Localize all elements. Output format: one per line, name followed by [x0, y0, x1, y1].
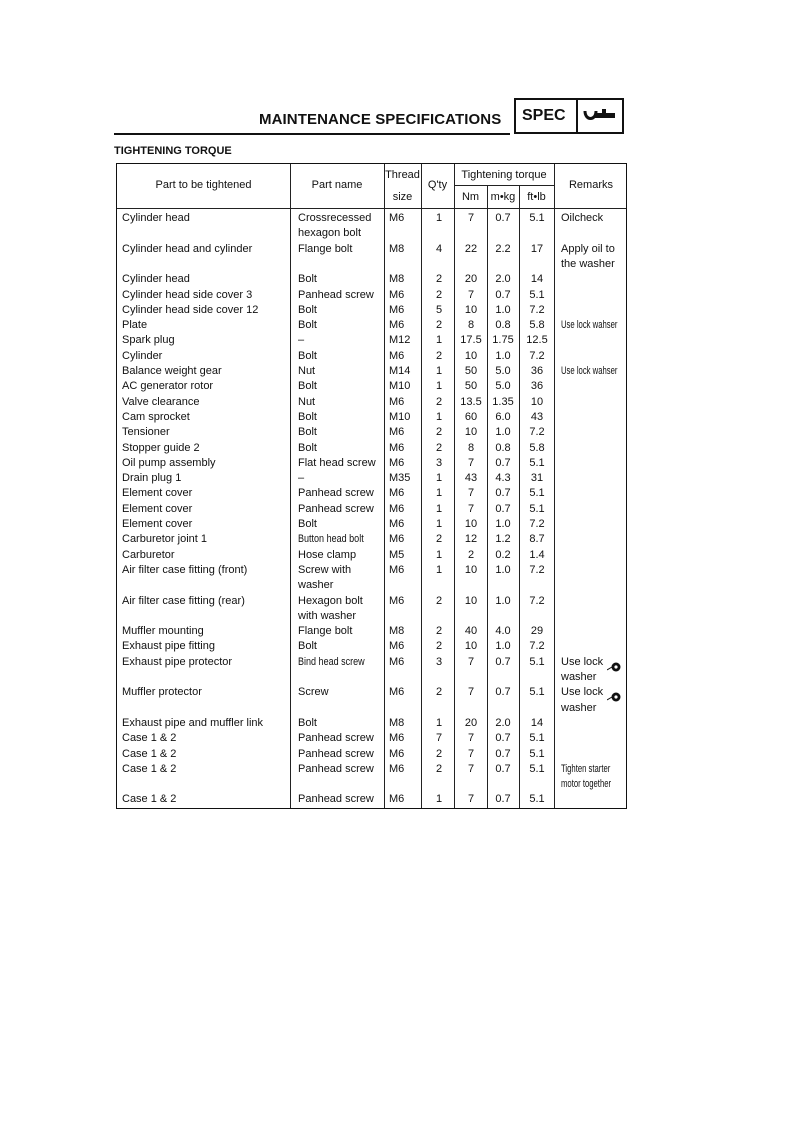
section-title: TIGHTENING TORQUE — [114, 145, 232, 157]
cell-part-name: Flange bolt — [298, 625, 353, 638]
cell-mkg: 0.7 — [495, 655, 511, 668]
table-row — [117, 685, 626, 700]
table-row — [117, 624, 626, 639]
cell-part: Element cover — [122, 487, 193, 500]
cell-part-name: Bolt — [298, 273, 317, 286]
cell-thread: M8 — [389, 625, 405, 638]
table-row — [117, 303, 626, 318]
cell-thread: M6 — [389, 319, 405, 332]
cell-qty: 1 — [435, 212, 443, 224]
cell-ftlb: 5.1 — [529, 793, 545, 806]
cell-ftlb: 36 — [530, 380, 544, 393]
cell-nm: 10 — [464, 518, 478, 530]
cell-nm: 7 — [467, 762, 475, 775]
cell-part-name: Bolt — [298, 716, 317, 729]
cell-ftlb: 31 — [530, 472, 544, 485]
cell-qty: 2 — [435, 594, 443, 607]
cell-ftlb: 5.1 — [529, 762, 545, 775]
cell-nm: 10 — [464, 640, 478, 653]
cell-mkg: 0.7 — [495, 732, 511, 745]
cell-part: Cylinder head — [122, 273, 190, 286]
cell-qty: 1 — [435, 334, 443, 347]
cell-thread: M6 — [389, 640, 405, 653]
cell-mkg: 0.7 — [495, 762, 511, 775]
cell-thread: M6 — [389, 594, 405, 607]
cell-thread: M8 — [389, 242, 405, 255]
table-row-continuation — [117, 578, 626, 593]
cell-ftlb: 5.1 — [529, 502, 545, 515]
cell-ftlb: 7.2 — [529, 640, 545, 653]
cell-part: Spark plug — [122, 334, 175, 347]
header-thread: Thread — [385, 169, 420, 181]
cell-part: Drain plug 1 — [122, 472, 182, 485]
table-row — [117, 425, 626, 440]
cell-nm: 13.5 — [460, 395, 482, 408]
cell-thread: M6 — [389, 793, 405, 806]
cell-part: Cylinder head side cover 12 — [122, 303, 259, 316]
cell-mkg: 2.0 — [495, 273, 511, 286]
cell-qty: 1 — [435, 365, 443, 377]
header-nm: Nm — [461, 191, 480, 203]
cell-ftlb: 43 — [530, 410, 544, 423]
cell-qty: 1 — [435, 518, 443, 530]
cell-nm: 2 — [467, 548, 475, 561]
cell-ftlb: 5.1 — [529, 456, 545, 469]
cell-remarks-line2: washer — [561, 671, 597, 683]
cell-nm: 12 — [464, 533, 478, 546]
header-rule — [114, 133, 510, 135]
table-row — [117, 502, 626, 517]
cell-nm: 7 — [467, 793, 475, 806]
torque-wrench-icon — [582, 107, 620, 125]
cell-part-name: Screw — [298, 686, 329, 699]
cell-qty: 1 — [435, 563, 443, 576]
cell-thread: M10 — [389, 410, 411, 423]
cell-part-name: Panhead screw — [298, 732, 374, 745]
cell-part: Case 1 & 2 — [122, 793, 177, 806]
cell-mkg: 2.0 — [495, 716, 511, 729]
cell-mkg: 0.7 — [495, 212, 511, 224]
cell-nm: 10 — [464, 563, 478, 576]
cell-part: Carburetor joint 1 — [122, 533, 207, 546]
lock-washer-icon — [607, 660, 621, 674]
header-mkg: m•kg — [490, 191, 516, 203]
cell-ftlb: 14 — [530, 716, 544, 729]
table-row — [117, 364, 626, 379]
cell-nm: 7 — [467, 212, 475, 224]
table-row — [117, 532, 626, 547]
cell-qty: 2 — [435, 762, 443, 775]
cell-nm: 10 — [464, 303, 478, 316]
cell-thread: M6 — [389, 686, 405, 699]
cell-thread: M8 — [389, 716, 405, 729]
table-row-continuation — [117, 777, 626, 792]
cell-ftlb: 5.1 — [529, 212, 545, 224]
cell-part: Cylinder head side cover 3 — [122, 288, 253, 301]
cell-thread: M6 — [389, 502, 405, 515]
table-row — [117, 349, 626, 364]
cell-part-name: Bolt — [298, 303, 317, 316]
cell-part: Cylinder head — [122, 212, 190, 224]
cell-mkg: 5.0 — [495, 380, 511, 393]
cell-remarks: Tighten starter — [561, 762, 611, 775]
cell-remarks-line2: the washer — [561, 257, 615, 270]
cell-nm: 17.5 — [460, 334, 482, 347]
cell-part: Plate — [122, 319, 148, 332]
table-row-continuation — [117, 226, 626, 241]
cell-thread: M6 — [389, 732, 405, 745]
cell-part-name: Hose clamp — [298, 548, 357, 561]
cell-mkg: 1.0 — [495, 640, 511, 653]
cell-part-name: Button head bolt — [298, 533, 364, 546]
table-row — [117, 563, 626, 578]
cell-part-name: Panhead screw — [298, 793, 374, 806]
cell-qty: 1 — [435, 487, 443, 500]
cell-nm: 7 — [467, 747, 475, 760]
cell-mkg: 0.7 — [495, 288, 511, 301]
table-row — [117, 594, 626, 609]
cell-part: Oil pump assembly — [122, 456, 216, 469]
cell-qty: 2 — [435, 640, 443, 653]
table-row — [117, 456, 626, 471]
cell-thread: M5 — [389, 548, 405, 561]
spec-label: SPEC — [522, 107, 566, 124]
cell-part-name: Hexagon bolt — [298, 594, 363, 607]
cell-part-name: Crossrecessed — [298, 212, 372, 224]
cell-part: Valve clearance — [122, 395, 200, 408]
cell-nm: 7 — [467, 487, 475, 500]
cell-mkg: 1.0 — [495, 563, 511, 576]
cell-thread: M6 — [389, 762, 405, 775]
cell-ftlb: 7.2 — [529, 349, 545, 362]
cell-part-name: Bolt — [298, 380, 317, 393]
cell-remarks: Apply oil to — [561, 242, 615, 255]
cell-ftlb: 17 — [530, 242, 544, 255]
cell-nm: 22 — [464, 242, 478, 255]
cell-thread: M6 — [389, 212, 405, 224]
cell-ftlb: 7.2 — [529, 426, 545, 439]
cell-ftlb: 12.5 — [526, 334, 548, 347]
cell-qty: 2 — [435, 288, 443, 301]
cell-qty: 1 — [435, 548, 443, 561]
cell-part: Exhaust pipe protector — [122, 655, 233, 668]
cell-nm: 8 — [467, 319, 475, 332]
cell-remarks-line2: washer — [561, 701, 597, 714]
table-row — [117, 410, 626, 425]
cell-part-name: Bolt — [298, 319, 317, 332]
cell-mkg: 0.7 — [495, 456, 511, 469]
table-row — [117, 211, 626, 226]
cell-part-name: Bolt — [298, 441, 317, 454]
cell-qty: 1 — [435, 793, 443, 806]
cell-part: Tensioner — [122, 426, 170, 439]
cell-ftlb: 14 — [530, 273, 544, 286]
header-size: size — [392, 191, 413, 203]
cell-ftlb: 5.1 — [529, 686, 545, 699]
cell-qty: 2 — [435, 625, 443, 638]
cell-part-name-line2: with washer — [298, 609, 357, 622]
cell-part-name: Screw with — [298, 563, 352, 576]
spec-badge — [514, 98, 624, 134]
cell-part: Cam sprocket — [122, 410, 190, 423]
cell-nm: 7 — [467, 732, 475, 745]
cell-nm: 60 — [464, 410, 478, 423]
cell-mkg: 0.7 — [495, 502, 511, 515]
cell-qty: 5 — [435, 303, 443, 316]
cell-ftlb: 8.7 — [529, 533, 545, 546]
cell-mkg: 2.2 — [495, 242, 511, 255]
table-row-continuation — [117, 609, 626, 624]
cell-mkg: 1.0 — [495, 349, 511, 362]
cell-mkg: 1.35 — [492, 395, 514, 408]
table-row — [117, 395, 626, 410]
cell-part: Element cover — [122, 502, 193, 515]
cell-thread: M6 — [389, 303, 405, 316]
cell-remarks: Use lock wahser — [561, 365, 618, 377]
table-row — [117, 655, 626, 670]
cell-part-name: Bind head screw — [298, 655, 365, 668]
cell-part-name: – — [298, 334, 305, 347]
cell-part-name: Bolt — [298, 426, 317, 439]
cell-qty: 1 — [435, 716, 443, 729]
cell-part-name: Panhead screw — [298, 502, 374, 515]
cell-part-name: Bolt — [298, 640, 317, 653]
cell-qty: 1 — [435, 472, 443, 485]
table-row — [117, 333, 626, 348]
cell-part: Cylinder head and cylinder — [122, 242, 253, 255]
cell-part-name: Flat head screw — [298, 456, 376, 469]
cell-nm: 20 — [464, 273, 478, 286]
cell-mkg: 5.0 — [495, 365, 511, 377]
cell-part: Exhaust pipe fitting — [122, 640, 215, 653]
cell-part-name: Panhead screw — [298, 762, 374, 775]
cell-nm: 50 — [464, 380, 478, 393]
cell-nm: 10 — [464, 426, 478, 439]
cell-ftlb: 5.1 — [529, 655, 545, 668]
cell-qty: 2 — [435, 273, 443, 286]
cell-part-name: Panhead screw — [298, 487, 374, 500]
table-row — [117, 318, 626, 333]
cell-part-name-line2: hexagon bolt — [298, 227, 361, 240]
cell-qty: 3 — [435, 456, 443, 469]
table-row — [117, 272, 626, 287]
table-row — [117, 242, 626, 257]
cell-qty: 2 — [435, 349, 443, 362]
cell-part-name: Bolt — [298, 349, 317, 362]
cell-part: Element cover — [122, 518, 193, 530]
cell-ftlb: 5.1 — [529, 487, 545, 500]
cell-ftlb: 36 — [530, 365, 544, 377]
cell-part-name: – — [298, 472, 305, 485]
header-qty: Q'ty — [427, 179, 448, 191]
cell-mkg: 1.0 — [495, 426, 511, 439]
cell-mkg: 0.7 — [495, 686, 511, 699]
badge-divider — [576, 100, 578, 132]
cell-ftlb: 7.2 — [529, 594, 545, 607]
table-row — [117, 792, 626, 807]
table-row — [117, 548, 626, 563]
cell-ftlb: 5.1 — [529, 747, 545, 760]
cell-part: Exhaust pipe and muffler link — [122, 716, 264, 729]
table-row-continuation — [117, 257, 626, 272]
cell-part: Case 1 & 2 — [122, 747, 177, 760]
cell-part: Cylinder — [122, 349, 163, 362]
cell-ftlb: 5.8 — [529, 319, 545, 332]
table-row — [117, 288, 626, 303]
cell-nm: 7 — [467, 686, 475, 699]
table-row — [117, 471, 626, 486]
cell-qty: 2 — [435, 319, 443, 332]
table-row-continuation — [117, 670, 626, 685]
cell-mkg: 1.0 — [495, 303, 511, 316]
cell-qty: 7 — [435, 732, 443, 745]
cell-nm: 10 — [464, 594, 478, 607]
cell-part-name: Nut — [298, 395, 316, 408]
table-row — [117, 639, 626, 654]
cell-thread: M6 — [389, 395, 405, 408]
cell-mkg: 0.7 — [495, 487, 511, 500]
cell-nm: 8 — [467, 441, 475, 454]
header-subrule — [454, 185, 554, 186]
cell-nm: 20 — [464, 716, 478, 729]
cell-thread: M14 — [389, 365, 411, 377]
cell-part-name: Bolt — [298, 518, 317, 530]
cell-mkg: 4.0 — [495, 625, 511, 638]
cell-remarks: Oilcheck — [561, 212, 604, 224]
cell-thread: M12 — [389, 334, 411, 347]
cell-thread: M6 — [389, 518, 405, 530]
table-row — [117, 762, 626, 777]
cell-nm: 7 — [467, 456, 475, 469]
cell-mkg: 0.7 — [495, 793, 511, 806]
cell-part-name: Bolt — [298, 410, 317, 423]
cell-thread: M6 — [389, 533, 405, 546]
cell-thread: M10 — [389, 380, 411, 393]
cell-part: Case 1 & 2 — [122, 732, 177, 745]
table-row — [117, 486, 626, 501]
cell-qty: 2 — [435, 441, 443, 454]
cell-part-name: Panhead screw — [298, 747, 374, 760]
cell-qty: 3 — [435, 655, 443, 668]
cell-remarks: Use lock — [561, 655, 604, 668]
cell-thread: M6 — [389, 349, 405, 362]
cell-remarks: Use lock wahser — [561, 319, 618, 332]
cell-part: Muffler mounting — [122, 625, 204, 638]
header-ftlb: ft•lb — [527, 191, 546, 203]
table-row — [117, 731, 626, 746]
cell-qty: 2 — [435, 747, 443, 760]
cell-ftlb: 7.2 — [529, 518, 545, 530]
cell-thread: M6 — [389, 441, 405, 454]
header-name: Part name — [311, 179, 363, 191]
cell-qty: 2 — [435, 686, 443, 699]
cell-qty: 2 — [435, 426, 443, 439]
cell-ftlb: 7.2 — [529, 303, 545, 316]
cell-mkg: 1.0 — [495, 594, 511, 607]
cell-qty: 1 — [435, 380, 443, 393]
cell-mkg: 1.0 — [495, 518, 511, 530]
cell-ftlb: 7.2 — [529, 563, 545, 576]
cell-mkg: 0.2 — [495, 548, 511, 561]
cell-thread: M6 — [389, 487, 405, 500]
cell-part: Carburetor — [122, 548, 175, 561]
header-part: Part to be tightened — [155, 179, 252, 191]
cell-nm: 10 — [464, 349, 478, 362]
torque-table — [116, 163, 627, 809]
cell-part: AC generator rotor — [122, 380, 214, 393]
cell-qty: 2 — [435, 533, 443, 546]
cell-thread: M6 — [389, 655, 405, 668]
cell-part: Muffler protector — [122, 686, 202, 699]
cell-thread: M6 — [389, 456, 405, 469]
cell-nm: 50 — [464, 365, 478, 377]
cell-mkg: 1.75 — [492, 334, 514, 347]
cell-part-name: Flange bolt — [298, 242, 353, 255]
cell-nm: 7 — [467, 655, 475, 668]
cell-thread: M6 — [389, 426, 405, 439]
cell-part-name-line2: washer — [298, 579, 334, 592]
header-remarks: Remarks — [568, 179, 613, 191]
lock-washer-icon — [607, 690, 621, 704]
cell-mkg: 1.2 — [495, 533, 511, 546]
cell-thread: M6 — [389, 563, 405, 576]
cell-part: Case 1 & 2 — [122, 762, 177, 775]
cell-thread: M8 — [389, 273, 405, 286]
cell-ftlb: 5.1 — [529, 288, 545, 301]
header-rule — [117, 208, 626, 209]
cell-part: Balance weight gear — [122, 365, 222, 377]
cell-mkg: 6.0 — [495, 410, 511, 423]
cell-qty: 2 — [435, 395, 443, 408]
cell-part: Stopper guide 2 — [122, 441, 200, 454]
cell-ftlb: 5.8 — [529, 441, 545, 454]
cell-ftlb: 1.4 — [529, 548, 545, 561]
cell-qty: 1 — [435, 502, 443, 515]
cell-nm: 43 — [464, 472, 478, 485]
cell-remarks-line2: motor together — [561, 778, 612, 791]
cell-qty: 1 — [435, 410, 443, 423]
cell-qty: 4 — [435, 242, 443, 255]
cell-part-name: Panhead screw — [298, 288, 374, 301]
cell-thread: M35 — [389, 472, 411, 485]
header-torque: Tightening torque — [461, 169, 547, 181]
cell-ftlb: 10 — [530, 395, 544, 408]
cell-part: Air filter case fitting (front) — [122, 563, 248, 576]
cell-nm: 40 — [464, 625, 478, 638]
cell-ftlb: 29 — [530, 625, 544, 638]
table-row — [117, 747, 626, 762]
cell-thread: M6 — [389, 747, 405, 760]
cell-mkg: 4.3 — [495, 472, 511, 485]
table-row-continuation — [117, 701, 626, 716]
cell-ftlb: 5.1 — [529, 732, 545, 745]
cell-mkg: 0.8 — [495, 319, 511, 332]
table-row — [117, 517, 626, 532]
cell-part: Air filter case fitting (rear) — [122, 594, 245, 607]
table-row — [117, 441, 626, 456]
page-title: MAINTENANCE SPECIFICATIONS — [259, 111, 502, 128]
cell-nm: 7 — [467, 502, 475, 515]
cell-mkg: 0.8 — [495, 441, 511, 454]
table-row — [117, 379, 626, 394]
cell-remarks: Use lock — [561, 686, 604, 699]
cell-part-name: Nut — [298, 365, 316, 377]
cell-mkg: 0.7 — [495, 747, 511, 760]
table-row — [117, 716, 626, 731]
cell-thread: M6 — [389, 288, 405, 301]
cell-nm: 7 — [467, 288, 475, 301]
